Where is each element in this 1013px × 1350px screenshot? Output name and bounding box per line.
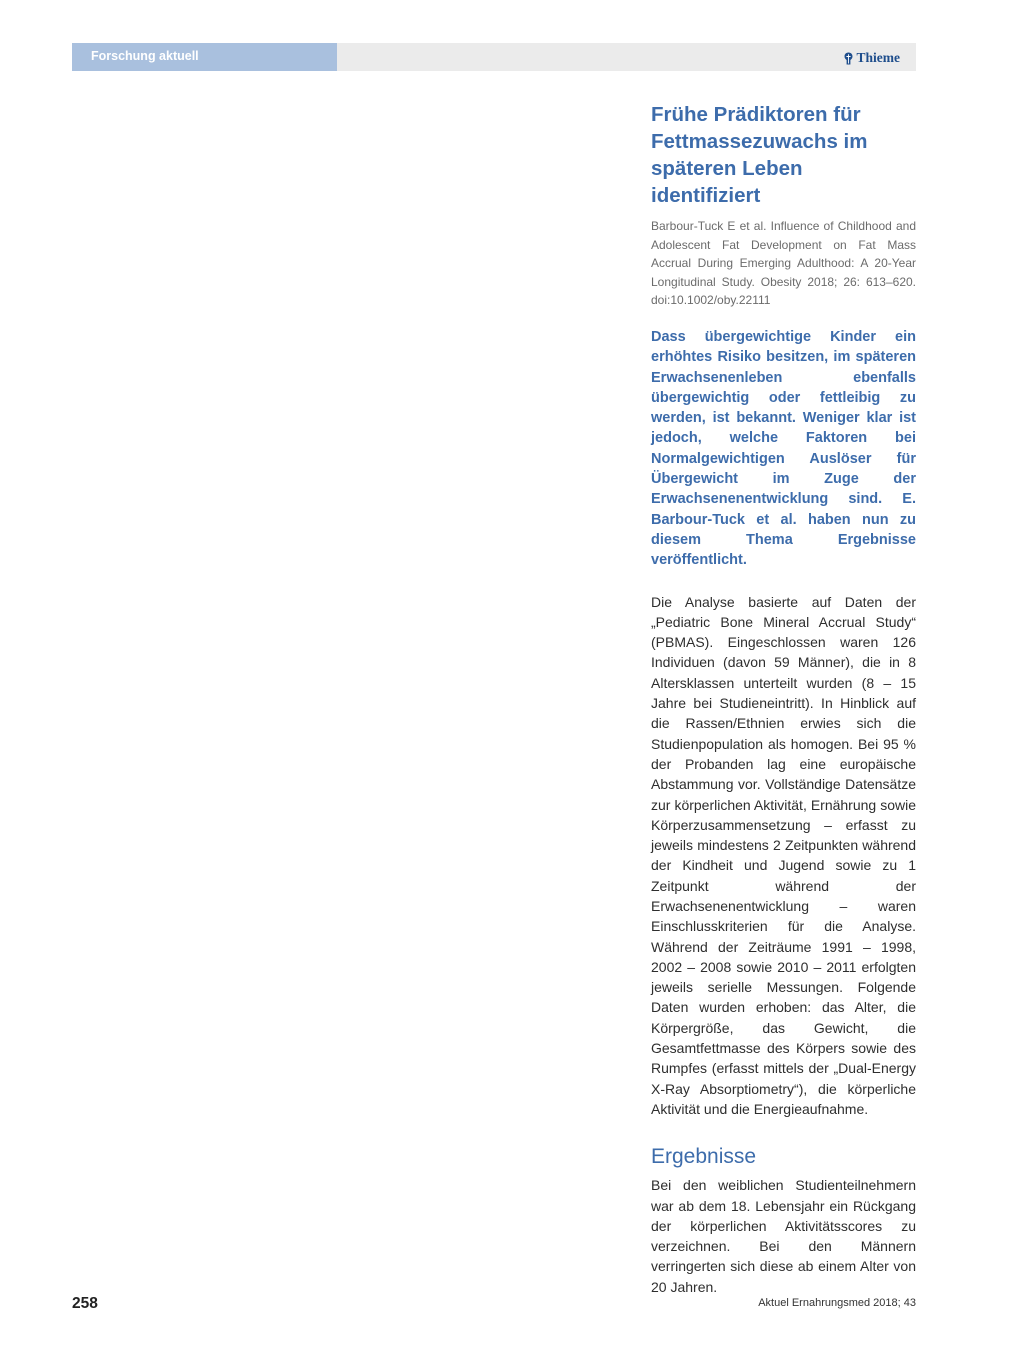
body-paragraph: Die Analyse basierte auf Daten der „Pediatric Bone Mineral Accrual Study“ (PBMAS). Eingeschlossen waren 126 Individuen (davon 59 Männer), die in 8 Altersklassen unterteilt wurden (8 – 15 Jahre bei Studieneintritt). In Hinblick auf die Rassen/Ethnien erwies sich die Studienpopulation als homogen. Bei 95 % der Probanden lag eine europäische Abstammung vor. Vollständige Datensätze zur körperlichen Aktivität, Ernährung sowie Körperzusammensetzung – erfasst zu jeweils mindestens 2 Zeitpunkten während der Kindheit und Jugend sowie zu 1 Zeitpunkt während der Erwachsenenentwicklung – waren Einschlusskriterien für die Analyse. Während der Zeiträume 1991 – 1998, 2002 – 2008 sowie 2010 – 2011 erfolgten jeweils serielle Messungen. Folgende Daten wurden erhoben: das Alter, die Körpergröße, das Gewicht, die Gesamtfettmasse des Körpers sowie des Rumpfes (erfasst mittels der „Dual-Energy X-Ray Absorptiometry“), die körperliche Aktivität und die Energieaufnahme. (651, 593, 916, 1117)
publisher-name: Thieme (856, 50, 900, 65)
article-title: Frühe Prädiktoren für Fettmassezuwachs im späteren Leben identifiziert (651, 103, 868, 207)
section-tab (72, 43, 337, 71)
section-heading-results: Ergebnisse (651, 1145, 757, 1169)
page-number: 258 (72, 1295, 98, 1312)
thieme-logo-icon (843, 52, 854, 65)
publisher-logo (843, 50, 901, 66)
journal-reference: Aktuel Ernahrungsmed 2018; 43 (758, 1297, 916, 1309)
results-paragraph: Bei den weiblichen Studienteilnehmern war ab dem 18. Lebensjahr ein Rückgang der körperlichen Aktivitätsscores zu verzeichnen. Bei den Männern verringerten sich diese ab einem Alter von 20 Jahren. (651, 1177, 916, 1295)
section-label: Forschung aktuell (91, 49, 199, 63)
citation: Barbour-Tuck E et al. Influence of Childhood and Adolescent Fat Development on Fat Mass Accrual During Emerging Adulthood: A 20-Year Longitudinal Study. Obesity 2018; 26: 613–620. doi:10.1002/oby.22111 (651, 219, 916, 308)
article-column (651, 101, 916, 1297)
lead-paragraph: Dass übergewichtige Kinder ein erhöhtes Risiko besitzen, im späteren Erwachsenenleben ebenfalls übergewichtig oder fettleibig zu werden, ist bekannt. Weniger klar ist jedoch, welche Faktoren bei Normalgewichtigen Auslöser für Übergewicht im Zuge der Erwachsenenentwicklung sind. E. Barbour-Tuck et al. haben nun zu diesem Thema Ergebnisse veröffentlicht. (651, 328, 916, 569)
running-header (72, 43, 916, 71)
